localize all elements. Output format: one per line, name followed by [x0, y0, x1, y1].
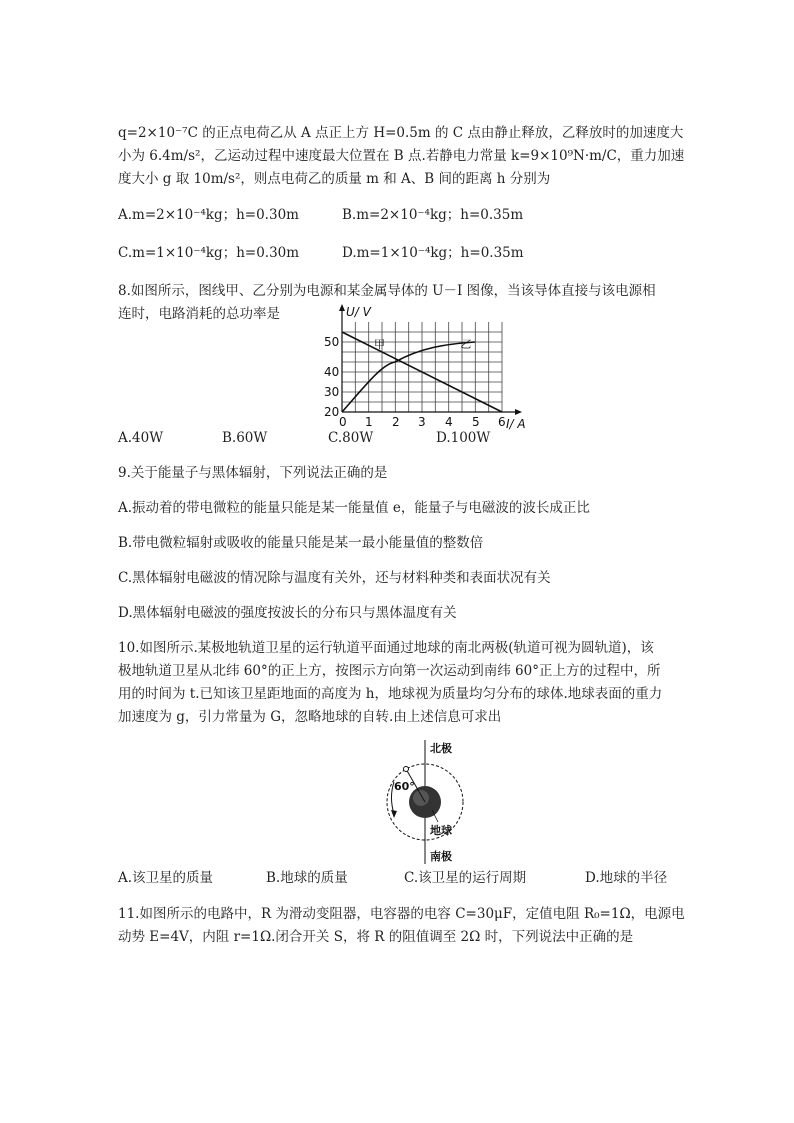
- q11-stem-line-2: 动势 E=4V，内阻 r=1Ω.闭合开关 S，将 R 的阻值调至 2Ω 时，下列说法中正确的是: [118, 929, 634, 945]
- south-pole-label: 南极: [430, 850, 452, 863]
- q10-option-d: D.地球的半径: [585, 870, 668, 886]
- x-tick-1: 1: [365, 415, 373, 429]
- x-tick-2: 2: [392, 415, 400, 429]
- y-tick-50: 50: [324, 335, 340, 349]
- q8-option-a: A.40W: [118, 430, 164, 446]
- q8-option-b: B.60W: [222, 430, 268, 446]
- q9-option-b: B.带电微粒辐射或吸收的能量只能是某一最小能量值的整数倍: [118, 535, 484, 551]
- y-tick-30: 30: [324, 385, 340, 399]
- angle-label: 60°: [394, 780, 415, 793]
- q7-option-c: C.m=1×10⁻⁴kg；h=0.30m: [118, 245, 300, 261]
- q7-option-b: B.m=2×10⁻⁴kg；h=0.35m: [342, 207, 524, 223]
- x-tick-6: 6: [498, 415, 506, 429]
- earth-label: 地球: [430, 824, 452, 837]
- q10-stem-line-1: 10.如图所示.某极地轨道卫星的运行轨道平面通过地球的南北两极(轨道可视为圆轨道)，该: [118, 640, 654, 656]
- y-axis-arrow: [339, 304, 345, 311]
- q9-option-c: C.黑体辐射电磁波的情况除与温度有关外，还与材料种类和表面状况有关: [118, 570, 551, 586]
- satellite-dot: [404, 767, 409, 772]
- y-axis-label: U/ V: [346, 305, 371, 319]
- q7-option-a: A.m=2×10⁻⁴kg；h=0.30m: [118, 207, 299, 223]
- label-jia: 甲: [374, 338, 385, 351]
- q10-option-b: B.地球的质量: [266, 870, 348, 886]
- q10-stem-line-4: 加速度为 g，引力常量为 G，忽略地球的自转.由上述信息可求出: [118, 709, 502, 725]
- u-i-graph: [320, 304, 540, 438]
- x-axis-label: I/ A: [506, 417, 526, 431]
- q7-stem-line-2: 小为 6.4m/s²，乙运动过程中速度最大位置在 B 点.若静电力常量 k=9×10⁹N·m/C，重力加速: [118, 148, 685, 164]
- q8-option-c: C.80W: [328, 430, 374, 446]
- direction-arrow: [391, 810, 397, 818]
- graph-grid: [342, 322, 502, 412]
- q10-option-a: A.该卫星的质量: [118, 870, 214, 886]
- x-tick-0: 0: [339, 415, 347, 429]
- y-tick-40: 40: [324, 365, 340, 379]
- label-yi: 乙: [460, 338, 471, 351]
- q7-stem-line-3: 度大小 g 取 10m/s²，则点电荷乙的质量 m 和 A、B 间的距离 h 分别为: [118, 171, 551, 187]
- q9-stem: 9.关于能量子与黑体辐射，下列说法正确的是: [118, 465, 388, 481]
- q10-option-c: C.该卫星的运行周期: [404, 870, 527, 886]
- q7-stem-line-1: q=2×10⁻⁷C 的正点电荷乙从 A 点正上方 H=0.5m 的 C 点由静止释放，乙释放时的加速度大: [118, 125, 684, 141]
- polar-orbit-figure: [380, 738, 490, 866]
- q7-option-d: D.m=1×10⁻⁴kg；h=0.35m: [342, 245, 524, 261]
- q8-stem-line-2: 连时，电路消耗的总功率是: [118, 306, 280, 322]
- q10-stem-line-3: 用的时间为 t.已知该卫星距地面的高度为 h，地球视为质量均匀分布的球体.地球表面的重力: [118, 686, 663, 702]
- north-pole-label: 北极: [430, 742, 452, 755]
- q8-option-d: D.100W: [436, 430, 491, 446]
- x-axis-arrow: [515, 409, 522, 415]
- x-tick-3: 3: [418, 415, 426, 429]
- q10-stem-line-2: 极地轨道卫星从北纬 60°的正上方，按图示方向第一次运动到南纬 60°正上方的过程中，所: [118, 663, 661, 679]
- x-tick-5: 5: [472, 415, 480, 429]
- x-tick-4: 4: [445, 415, 453, 429]
- q11-stem-line-1: 11.如图所示的电路中，R 为滑动变阻器，电容器的电容 C=30μF，定值电阻 R₀=1Ω，电源电: [118, 906, 685, 922]
- q9-option-d: D.黑体辐射电磁波的强度按波长的分布只与黑体温度有关: [118, 605, 457, 621]
- q9-option-a: A.振动着的带电微粒的能量只能是某一能量值 e，能量子与电磁波的波长成正比: [118, 500, 590, 516]
- y-tick-20: 20: [324, 405, 340, 419]
- earth-shade: [413, 790, 429, 806]
- q8-stem-line-1: 8.如图所示，图线甲、乙分别为电源和某金属导体的 U－I 图像，当该导体直接与该电源相: [118, 283, 656, 299]
